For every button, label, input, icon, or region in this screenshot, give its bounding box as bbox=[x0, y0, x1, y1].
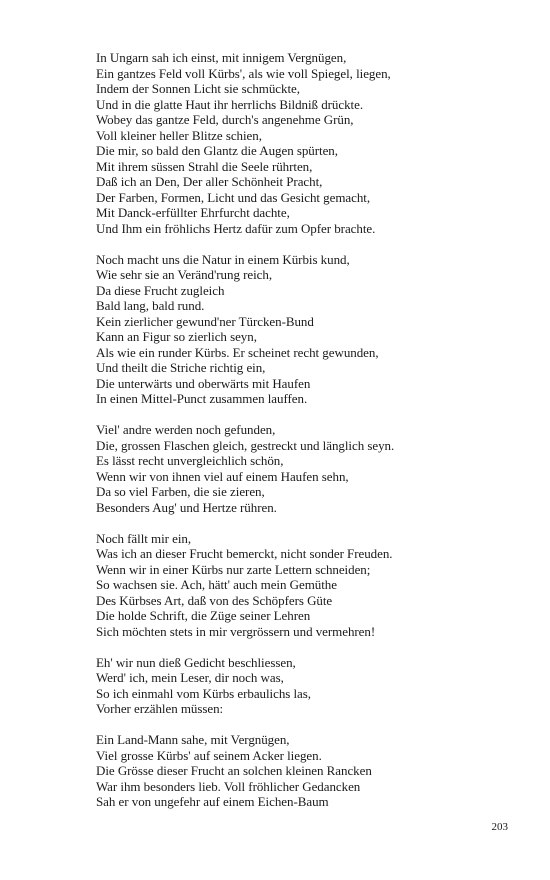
poem-line: Sich möchten stets in mir vergrössern und vermehren! bbox=[96, 623, 376, 639]
poem-line: Bald lang, bald rund. bbox=[96, 298, 205, 313]
poem-line: Wie sehr sie an Veränd'rung reich, bbox=[96, 267, 273, 282]
poem-line: Eh' wir nun dieß Gedicht beschliessen, bbox=[96, 654, 296, 670]
poem-line: Mit Danck-erfüllter Ehrfurcht dachte, bbox=[96, 205, 290, 220]
poem-line: Und in die glatte Haut ihr herrlichs Bildniß drückte. bbox=[96, 96, 364, 112]
poem-line: Wenn wir in einer Kürbs nur zarte Lettern schneiden; bbox=[96, 561, 371, 577]
poem-line: Besonders Aug' und Hertze rühren. bbox=[96, 499, 277, 515]
poem-line: Es lässt recht unvergleichlich schön, bbox=[96, 453, 284, 468]
poem-line: Kein zierlicher gewund'ner Türcken-Bund bbox=[96, 313, 314, 329]
poem-line: Mit ihrem süssen Strahl die Seele rührten, bbox=[96, 158, 313, 174]
poem-line: So ich einmahl vom Kürbs erbaulichs las, bbox=[96, 685, 311, 701]
stanza bbox=[96, 531, 536, 640]
stanza bbox=[96, 50, 536, 236]
poem-line: War ihm besonders lieb. Voll fröhlicher Gedancken bbox=[96, 778, 361, 794]
poem-line: Die unterwärts und oberwärts mit Haufen bbox=[96, 375, 311, 391]
poem-line: Die Grösse dieser Frucht an solchen kleinen Rancken bbox=[96, 763, 372, 778]
poem-line: Die, grossen Flaschen gleich, gestreckt und länglich seyn. bbox=[96, 437, 395, 453]
poem-line: So wachsen sie. Ach, hätt' auch mein Gemüthe bbox=[96, 577, 337, 592]
poem-line: Wobey das gantze Feld, durch's angenehme Grün, bbox=[96, 112, 354, 127]
poem-line: Werd' ich, mein Leser, dir noch was, bbox=[96, 670, 284, 685]
poem-line: In einen Mittel-Punct zusammen lauffen. bbox=[96, 391, 308, 406]
poem-line: Viel' andre werden noch gefunden, bbox=[96, 422, 276, 437]
poem-line: Ein Land-Mann sahe, mit Vergnügen, bbox=[96, 732, 290, 747]
poem-line: Und Ihm ein fröhlichs Hertz dafür zum Opfer brachte. bbox=[96, 220, 376, 236]
poem-line: Die mir, so bald den Glantz die Augen spürten, bbox=[96, 143, 338, 158]
poem-line: Und theilt die Striche richtig ein, bbox=[96, 360, 266, 375]
poem-line: In Ungarn sah ich einst, mit innigem Vergnügen, bbox=[96, 50, 347, 65]
poem-line: Des Kürbses Art, daß von des Schöpfers Güte bbox=[96, 592, 333, 608]
poem-line: Als wie ein runder Kürbs. Er scheinet recht gewunden, bbox=[96, 344, 379, 360]
stanza bbox=[96, 655, 536, 717]
poem-line: Die holde Schrift, die Züge seiner Lehren bbox=[96, 608, 311, 623]
poem-line: Voll kleiner heller Blitze schien, bbox=[96, 127, 262, 143]
poem-line: Ein gantzes Feld voll Kürbs', als wie voll Spiegel, liegen, bbox=[96, 65, 391, 81]
poem-line: Daß ich an Den, Der aller Schönheit Pracht, bbox=[96, 174, 323, 189]
poem-line: Da so viel Farben, die sie zieren, bbox=[96, 484, 265, 499]
stanza bbox=[96, 252, 536, 407]
stanza bbox=[96, 732, 536, 810]
page-number: 203 bbox=[491, 821, 508, 833]
poem-line: Der Farben, Formen, Licht und das Gesicht gemacht, bbox=[96, 189, 371, 205]
poem-line: Kann an Figur so zierlich seyn, bbox=[96, 329, 257, 344]
poem-line: Noch fällt mir ein, bbox=[96, 530, 192, 546]
poem-line: Was ich an dieser Frucht bemerckt, nicht sonder Freuden. bbox=[96, 546, 393, 561]
poem-text bbox=[96, 50, 536, 825]
poem-line: Da diese Frucht zugleich bbox=[96, 282, 225, 298]
poem-line: Viel grosse Kürbs' auf seinem Acker liegen. bbox=[96, 747, 322, 763]
poem-line: Wenn wir von ihnen viel auf einem Haufen sehn, bbox=[96, 468, 349, 484]
stanza bbox=[96, 422, 536, 515]
poem-line: Vorher erzählen müssen: bbox=[96, 701, 224, 716]
poem-line: Noch macht uns die Natur in einem Kürbis kund, bbox=[96, 251, 350, 267]
poem-line: Sah er von ungefehr auf einem Eichen-Baum bbox=[96, 794, 329, 809]
poem-line: Indem der Sonnen Licht sie schmückte, bbox=[96, 81, 300, 96]
